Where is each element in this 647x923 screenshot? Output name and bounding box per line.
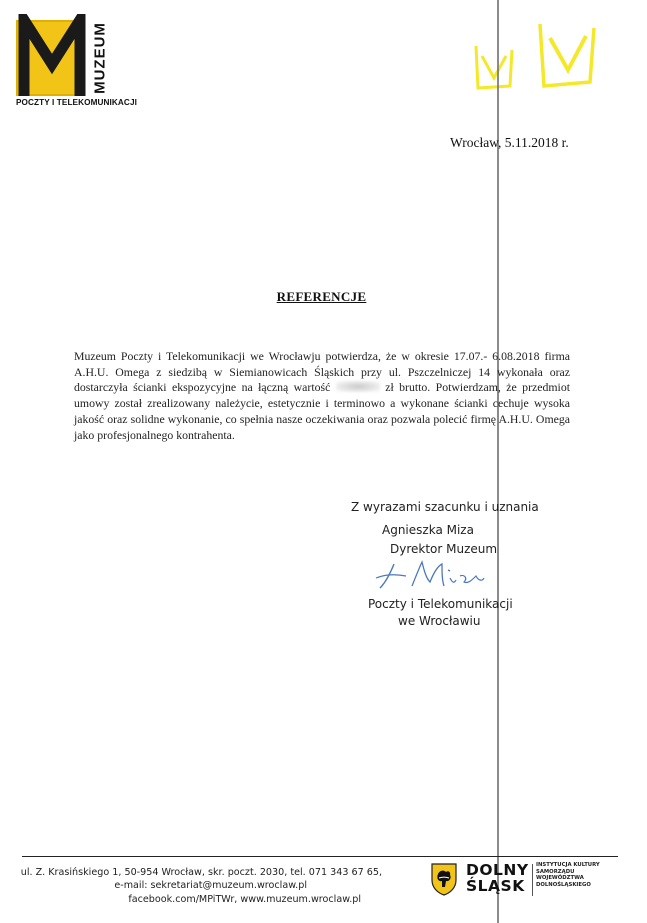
footer-web[interactable]: facebook.com/MPiTWr, www.muzeum.wroclaw.pl bbox=[128, 894, 361, 905]
footer-divider bbox=[22, 856, 618, 857]
region-logo bbox=[466, 862, 530, 900]
museum-logo bbox=[14, 14, 137, 110]
org-line-1: Poczty i Telekomunikacji bbox=[368, 597, 513, 611]
closing-line: Z wyrazami szacunku i uznania bbox=[351, 500, 539, 514]
institution-line: WOJEWÓDZTWA bbox=[536, 875, 584, 882]
letter-title bbox=[0, 289, 647, 305]
redacted-amount bbox=[336, 381, 380, 392]
body-part-1: Muzeum Poczty i Telekomunikacji we Wrocławju potwierdza, że w okresie 17.07.- 6.08.2018 firma A.H.U. Omega z siedzibą w Siemianowicach Śląskich przy ul. Pszczelniczej 14 wykonała oraz dostarczyła ścianki ekspozycyjne na łączną wartość bbox=[74, 349, 570, 395]
letter-title-text: REFERENCJE bbox=[276, 289, 367, 304]
logo-m-mark bbox=[18, 14, 88, 100]
letter-date: Wrocław, 5.11.2018 r. bbox=[450, 135, 569, 150]
letter-body bbox=[74, 349, 570, 443]
signer-role: Dyrektor Muzeum bbox=[390, 542, 498, 556]
mm-stamp bbox=[466, 16, 616, 96]
institution-line: INSTYTUCJA KULTURY bbox=[536, 862, 600, 868]
region-line-2: ŚLĄSK bbox=[466, 877, 525, 895]
body-part-2: zł brutto. Potwierdzam, że przedmiot umowy został zrealizowany należycie, estetycznie i terminowo a wykonane ścianki cechuje wysoka jakość oraz solidne wykonanie, co spełnia nasze oczekiwania oraz pozwala polecić firmę A.H.U. Omega jako profesjonalnego kontrahenta. bbox=[74, 380, 570, 442]
footer-email[interactable]: e-mail: sekretariat@muzeum.wroclaw.pl bbox=[114, 880, 307, 891]
logo-word: MUZEUM bbox=[91, 22, 109, 94]
coat-of-arms-icon bbox=[430, 862, 458, 896]
institution-label bbox=[536, 862, 616, 888]
institution-line: SAMORZĄDU bbox=[536, 868, 575, 875]
handwritten-signature bbox=[372, 556, 492, 592]
org-line-2: we Wrocławiu bbox=[398, 614, 481, 628]
logo-subtitle: POCZTY I TELEKOMUNIKACJI bbox=[16, 98, 137, 107]
footer-address: ul. Z. Krasińskiego 1, 50-954 Wrocław, skr. poczt. 2030, tel. 071 343 67 65, bbox=[20, 867, 382, 878]
signer-name: Agnieszka Miza bbox=[382, 523, 474, 537]
region-separator bbox=[532, 864, 533, 896]
region-line-1: DOLNY bbox=[466, 861, 529, 879]
institution-line: DOLNOŚLĄSKIEGO bbox=[536, 881, 591, 888]
